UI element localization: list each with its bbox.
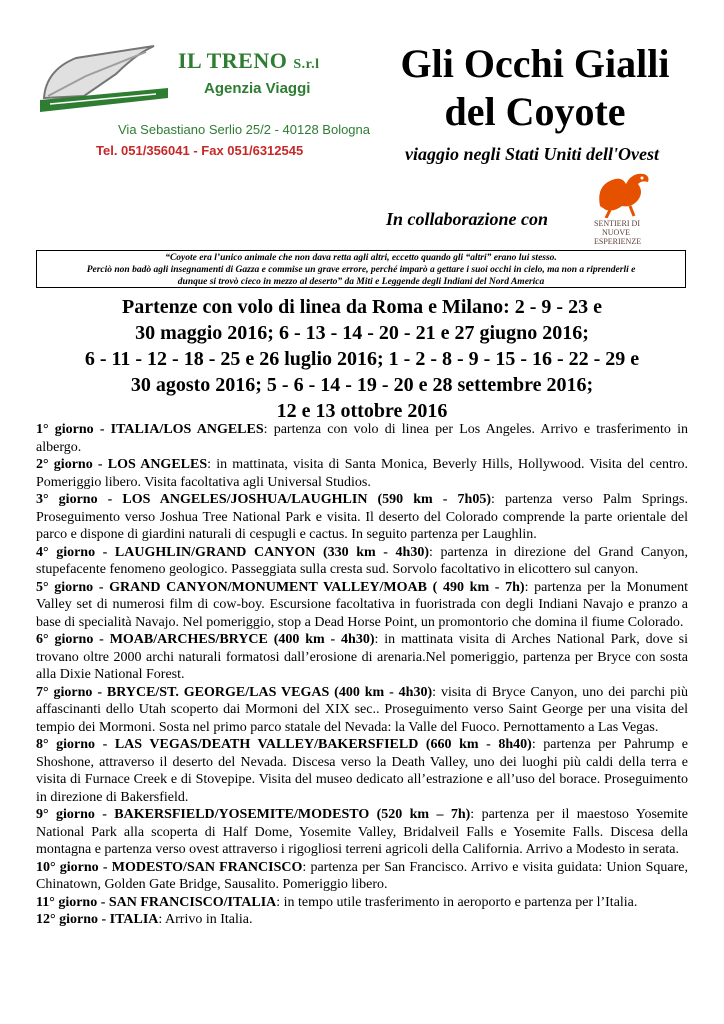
itinerary-day [36,631,688,684]
itinerary-day [36,421,688,456]
day-heading: 3° giorno - LOS ANGELES/JOSHUA/LAUGHLIN (590 km - 7h05) [36,492,491,507]
agency-logo [36,40,371,162]
day-text: : partenza per il maestoso Yosemite National Park alla scoperta di Half Dome, Yosemite Valley, Bridalveil Falls e Yosemite Falls. Discesa della montagna e partenza verso ovest attraverso i rigogliosi terreni agricoli della California. Arrivo a Modesto in serata. [36,807,688,857]
day-text: : partenza per Pahrump e Shoshone, attraverso il deserto del Nevada. Discesa verso la Death Valley, uno dei luoghi più caldi della terra e visita di Furnace Creek e di Stovepipe. Visita del museo dedicato all’estrazione e all’uso del borace. Proseguimento in direzione di Bakersfield. [36,737,688,805]
itinerary-day [36,894,688,912]
departures [36,294,688,424]
day-text: : in mattinata visita di Arches National Park, dove si trovano oltre 2000 archi naturali formatosi dall’erosione di arenaria.Nel pomeriggio, partenza per Bryce con sosta alla Dixie National Forest. [36,632,689,682]
day-text: : in tempo utile trasferimento in aeroporto e partenza per l’Italia. [276,894,638,910]
departures-line-1: Partenze con volo di linea da Roma e Milano: 2 - 9 - 23 e [122,296,602,318]
departures-line-2: 30 maggio 2016; 6 - 13 - 14 - 20 - 21 e 27 giugno 2016; [135,322,589,344]
day-text: : Arrivo in Italia. [158,912,253,927]
agency-address: Via Sebastiano Serlio 25/2 - 40128 Bologna [118,122,371,137]
day-text: : partenza per la Monument Valley set di numerosi film di cow-boy. Escursione facoltativa in fuoristrada con degli Indiani Navajo e pranzo a base di specialità Navajo. Nel pomeriggio, stop a Dead Horse Point, un promontorio che domina il fiume Colorado. [36,579,688,630]
departures-line-3: 6 - 11 - 12 - 18 - 25 e 26 luglio 2016; 1 - 2 - 8 - 9 - 15 - 16 - 22 - 29 e [84,348,640,370]
day-heading: 8° giorno - LAS VEGAS/DEATH VALLEY/BAKERSFIELD (660 km - 8h40) [36,737,532,752]
train-icon [36,40,176,120]
coyote-icon [592,166,658,218]
day-heading: 10° giorno - MODESTO/SAN FRANCISCO [36,859,303,875]
departures-line-4: 30 agosto 2016; 5 - 6 - 14 - 19 - 20 e 28 settembre 2016; [130,374,594,396]
quote-line-1: “Coyote era l’unico animale che non dava retta agli altri, eccetto quando gli “altri” erano lui stesso. [165,253,557,263]
day-heading: 7° giorno - BRYCE/ST. GEORGE/LAS VEGAS (400 km - 4h30) [36,684,433,700]
day-heading: 11° giorno - SAN FRANCISCO/ITALIA [36,894,277,910]
quote-box [36,250,686,288]
company-name: IL TRENO S.r.l [178,48,320,73]
departures-line-5: 12 e 13 ottobre 2016 [276,400,448,422]
day-heading: 4° giorno - LAUGHLIN/GRAND CANYON (330 km - 4h30) [36,544,430,560]
itinerary-day [36,859,688,894]
itinerary-day [36,684,688,737]
itinerary-day [36,544,688,579]
agency-label: Agenzia Viaggi [204,80,311,97]
partner-line-2: NUOVE [602,228,630,237]
day-text: : partenza con volo di linea per Los Angeles. Arrivo e trasferimento in albergo. [36,422,688,455]
title-line-1: Gli Occhi Gialli [400,41,670,86]
partner-line-3: ESPERIENZE [594,237,642,246]
itinerary [36,421,688,929]
day-text: : partenza verso Palm Springs. Proseguimento verso Joshua Tree National Park e visita. Il deserto del Colorado comprende la parte orientale del parco e dispone di giardini naturali di cespugli e cactus. In seguito partenza per Laughlin. [36,492,688,542]
day-heading: 12° giorno - ITALIA [36,912,159,927]
agency-phone: Tel. 051/356041 - Fax 051/6312545 [96,143,304,158]
day-heading: 6° giorno - MOAB/ARCHES/BRYCE (400 km - 4h30) [36,632,375,647]
page-subtitle: viaggio negli Stati Uniti dell'Ovest [405,144,659,164]
itinerary-day [36,579,688,632]
day-heading: 9° giorno - BAKERSFIELD/YOSEMITE/MODESTO (520 km – 7h) [36,807,471,822]
itinerary-day [36,491,688,544]
title-line-2: del Coyote [444,89,626,134]
quote-line-3: dunque si trovò cieco in mezzo al deserto” da Miti e Leggende degli Indiani del Nord America [177,277,545,287]
day-text: : partenza in direzione del Grand Canyon, stupefacente fenomeno geologico. Passeggiata sulla cresta sud. Sorvolo facoltativo in elicottero sul canyon. [36,544,688,577]
quote-line-2: Perciò non badò agli insegnamenti di Gazza e commise un grave errore, perché imparò a gettare i suoi occhi in cielo, ma non a riprenderli e [86,265,636,275]
itinerary-day [36,456,688,491]
day-heading: 5° giorno - GRAND CANYON/MONUMENT VALLEY/MOAB ( 490 km - 7h) [36,579,525,595]
day-text: : partenza per San Francisco. Arrivo e visita guidata: Union Square, Chinatown, Golden Gate Bridge, Sausalito. Pomeriggio libero. [36,859,688,892]
itinerary-day [36,911,688,929]
itinerary-day [36,806,688,859]
page-title [370,40,700,136]
itinerary-day [36,736,688,806]
collaboration-label: In collaborazione con [386,209,549,229]
partner-line-1: SENTIERI DI [594,219,640,228]
company-suffix: S.r.l [293,57,320,72]
day-heading: 1° giorno - ITALIA/LOS ANGELES [36,422,264,437]
day-heading: 2° giorno - LOS ANGELES [36,457,208,472]
partner-name [594,219,674,246]
day-text: : in mattinata, visita di Santa Monica, Beverly Hills, Hollywood. Visita del centro. Pomeriggio libero. Visita facoltativa agli Universal Studios. [36,457,688,490]
day-text: : visita di Bryce Canyon, uno dei parchi più affascinanti dello Utah scoperto dai Mormoni del XIX sec.. Proseguimento verso Saint George per una visita del tempio dei Mormoni. Sosta nel primo parco statale del Nevada: la Valle del Fuoco. Pernottamento a Las Vegas. [36,684,689,735]
